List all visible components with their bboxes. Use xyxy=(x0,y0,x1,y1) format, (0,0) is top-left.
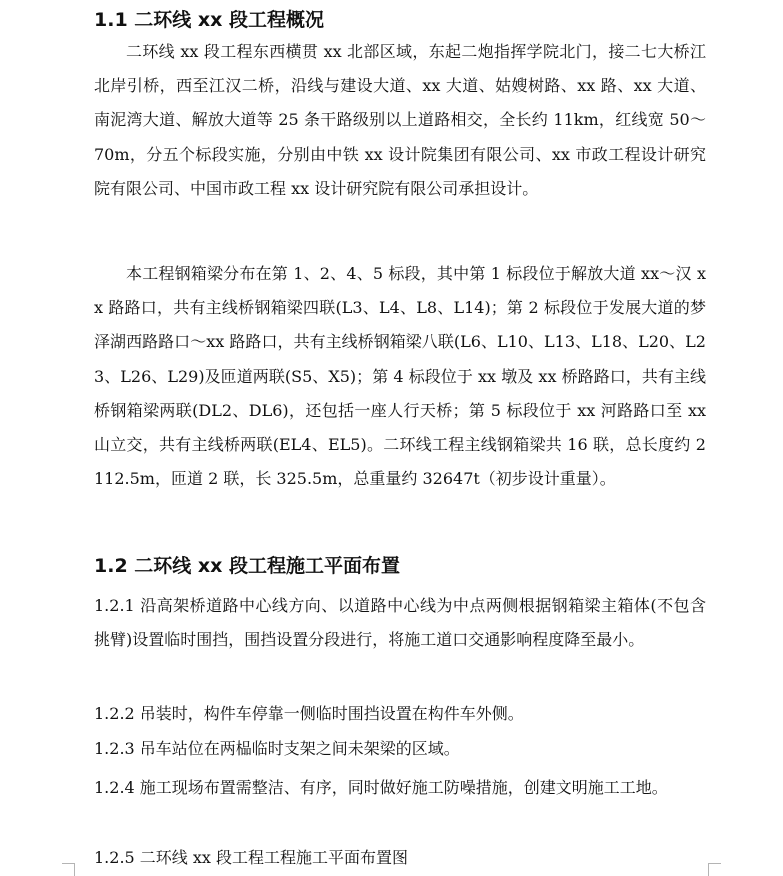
page-corner-mark-right xyxy=(708,863,721,876)
list-item-1-2-3: 1.2.3 吊车站位在两榀临时支架之间未架梁的区域。 xyxy=(94,739,460,758)
section-1-2-heading: 1.2 二环线 xx 段工程施工平面布置 xyxy=(94,555,401,577)
list-item-1-2-2: 1.2.2 吊装时，构件车停靠一侧临时围挡设置在构件车外侧。 xyxy=(94,704,524,723)
section-1-1-paragraph-1: 二环线 xx 段工程东西横贯 xx 北部区域，东起二炮指挥学院北门，接二七大桥江北岸引桥，西至江汉二桥，沿线与建设大道、xx 大道、姑嫂树路、xx 路、xx 大道、南泥湾大道、解放大道等 25 条干路级别以上道路相交，全长约 11km，红线宽 50～70m，分五个标段实施，分别由中铁 xx 设计院集团有限公司、xx 市政工程设计研究院有限公司、中国市政工程 xx 设计研究院有限公司承担设计。 xyxy=(94,42,706,198)
page-corner-mark-left xyxy=(62,863,75,876)
list-item-1-2-1: 1.2.1 沿高架桥道路中心线方向、以道路中心线为中点两侧根据钢箱梁主箱体(不包含挑臂)设置临时围挡，围挡设置分段进行，将施工道口交通影响程度降至最小。 xyxy=(94,596,706,650)
list-item-1-2-4: 1.2.4 施工现场布置需整洁、有序，同时做好施工防噪措施，创建文明施工工地。 xyxy=(94,778,668,797)
list-item-1-2-5: 1.2.5 二环线 xx 段工程工程施工平面布置图 xyxy=(94,848,409,867)
section-1-1-heading: 1.1 二环线 xx 段工程概况 xyxy=(94,9,325,31)
section-1-1-paragraph-2: 本工程钢箱梁分布在第 1、2、4、5 标段，其中第 1 标段位于解放大道 xx～汉 xx 路路口，共有主线桥钢箱梁四联(L3、L4、L8、L14)；第 2 标段位于发展大道的梦泽湖西路路口～xx 路路口，共有主线桥钢箱梁八联(L6、L10、L13、L18、L20、L23、L26、L29)及匝道两联(S5、X5)；第 4 标段位于 xx 墩及 xx 桥路路口，共有主线桥钢箱梁两联(DL2、DL6)，还包括一座人行天桥；第 5 标段位于 xx 河路路口至 xx 山立交，共有主线桥两联(EL4、EL5)。二环线工程主线钢箱梁共 16 联，总长度约 2112.5m，匝道 2 联，长 325.5m，总重量约 32647t（初步设计重量）。 xyxy=(94,264,706,489)
